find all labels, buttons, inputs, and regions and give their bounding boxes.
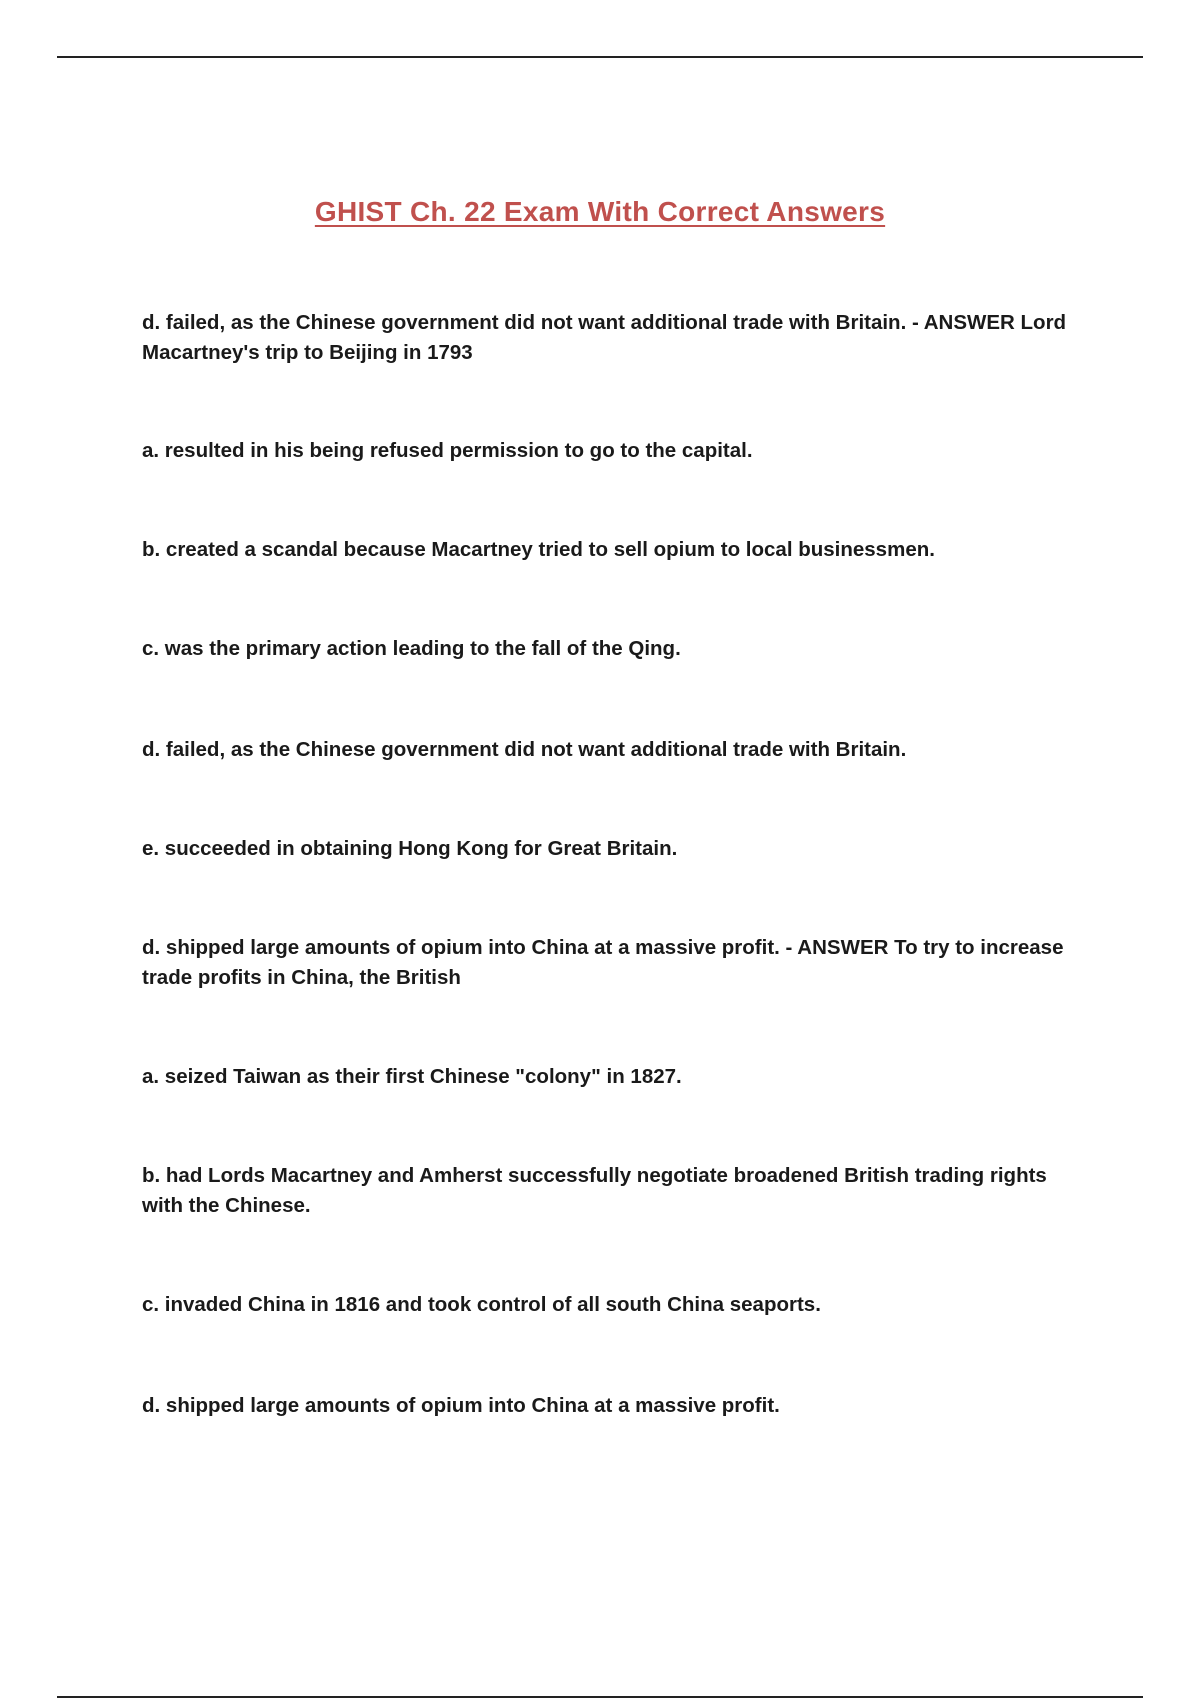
paragraph-6: e. succeeded in obtaining Hong Kong for Great Britain.: [142, 837, 678, 860]
paragraph-4: c. was the primary action leading to the fall of the Qing.: [142, 637, 681, 660]
header-rule: [57, 56, 1143, 58]
paragraph-10: c. invaded China in 1816 and took control of all south China seaports.: [142, 1293, 821, 1316]
document-title: [0, 196, 1200, 228]
paragraph-8: a. seized Taiwan as their first Chinese "colony" in 1827.: [142, 1065, 682, 1088]
paragraph-7: d. shipped large amounts of opium into China at a massive profit. - ANSWER To try to increase trade profits in China, the British: [142, 936, 1064, 989]
paragraph-5: d. failed, as the Chinese government did not want additional trade with Britain.: [142, 738, 907, 761]
paragraph-2: a. resulted in his being refused permission to go to the capital.: [142, 439, 753, 462]
paragraph-11: d. shipped large amounts of opium into China at a massive profit.: [142, 1394, 780, 1417]
paragraph-1: d. failed, as the Chinese government did not want additional trade with Britain. - ANSWER Lord Macartney's trip to Beijing in 1793: [142, 311, 1067, 364]
paragraph-9: b. had Lords Macartney and Amherst successfully negotiate broadened British trading rights with the Chinese.: [142, 1164, 1047, 1217]
paragraph-3: b. created a scandal because Macartney tried to sell opium to local businessmen.: [142, 538, 935, 561]
footer-rule: [57, 1696, 1143, 1698]
document-title-text: GHIST Ch. 22 Exam With Correct Answers: [314, 196, 886, 227]
